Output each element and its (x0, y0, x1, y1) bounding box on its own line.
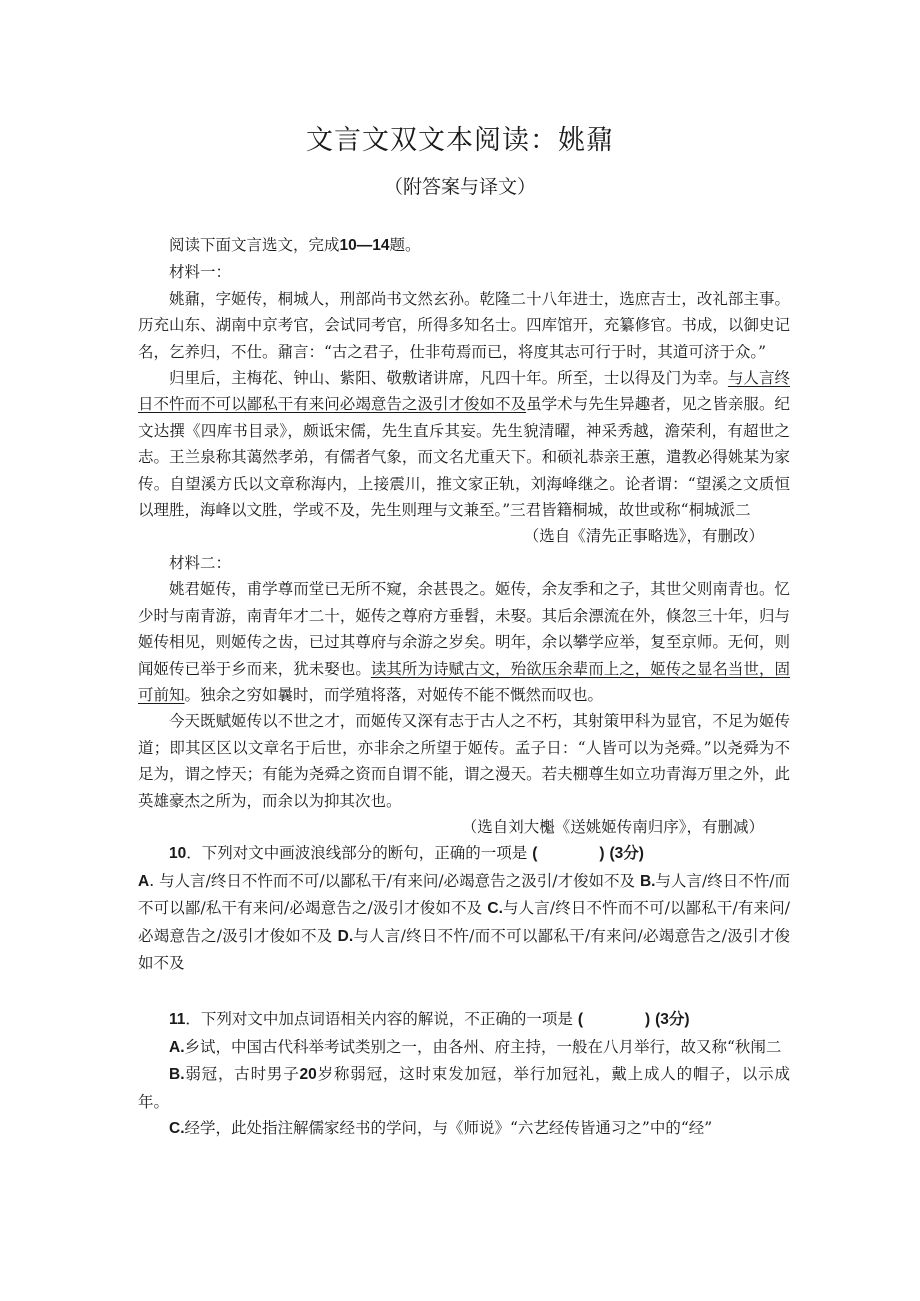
material2-paragraph-2: 今天既赋姬传以不世之才，而姬传又深有志于古人之不朽，其射策甲科为显官，不足为姬传道；即其区区以文章名于后世，亦非余之所望于姬传。孟子日：“人皆可以为尧舜。”以尧舜为不足为，谓之悖天；有能为尧舜之资而自谓不能，谓之漫天。若夫棚尊生如立功青海万里之外，此英雄豪杰之所为，而余以为抑其次也。 (138, 712, 790, 810)
q11-option-a (138, 1034, 790, 1061)
page-subtitle: （附答案与译文） (383, 176, 536, 198)
q11-option-a-text: 乡试，中国古代科举考试类别之一，由各州、府主持，一般在八月举行，故又称“秋闱二 (184, 1037, 782, 1056)
q10-option-d-label: D. (337, 927, 354, 945)
material2-p1-start: 姚君姬传，甫学尊而堂已无所不窥，余甚畏之。姬传，余友季和之子，其世父则南青也。忆少时与南青游，南青年才二十，姬传之尊府方垂髫，未娶。其后余漂流在外，倏忽三十年，归与姬传相见，则姬传之齿，已过其尊府与余游之岁矣。明年，余以攀学应举，复至京师。无何，则闻姬传已举于乡而来，犹未娶也。 (138, 580, 790, 678)
material2-label: 材料二： (169, 553, 232, 572)
q10-option-c-text: 与人言/终日不忤而不可/以鄙私干/有来问/必竭意告之/汲引才俊如不及 (138, 899, 791, 945)
spacer (138, 976, 790, 1006)
material1-source: （选自《清先正事略选》，有删改） (523, 527, 764, 546)
q11-option-b (138, 1061, 790, 1115)
q10-option-b-label: B. (639, 872, 656, 890)
material1-p2-rest: 虽学术与先生异趣者，见之皆亲服。纪文达撰《四库书目录》，颇诋宋儒，先生直斥其妄。先生貌清曜，神采秀越，澹荣利，有超世之志。王兰泉称其蔼然孝弟，有儒者气象，而文名尤重天下。和硕礼恭亲王蕙，遣教必得姚某为家传。自望溪方氏以文章称海内，上接震川，推文家正轨，刘海峰继之。论者谓：“望溪之文质恒以理胜，海峰以文胜，学或不及，先生则理与文兼至。”三君皆籍桐城，故世或称“桐城派二 (138, 395, 790, 520)
q11-option-b-pre: 弱冠，古时男子 (184, 1065, 300, 1084)
question-11 (138, 1006, 790, 1033)
material1-paragraph-2 (138, 365, 790, 523)
page-title: 文言文双文本阅读：姚鼐 (306, 125, 614, 156)
q11-option-a-label: A. (169, 1038, 185, 1056)
question-10 (138, 840, 790, 867)
material2-source: （选自刘大櫆《送姚姬传南归序》，有删减） (461, 817, 764, 836)
material1-p2-start: 归里后，主梅花、钟山、紫阳、敬敷诸讲席，凡四十年。所至，士以得及门为幸。 (169, 369, 728, 388)
q10-option-d-text: 与人言/终日不忤/而不可以鄙私干/有来问/必竭意告之/汲引才俊如不及 (138, 926, 790, 972)
q11-option-c-label: C. (169, 1120, 185, 1137)
q10-number: 10 (169, 845, 187, 863)
intro-prefix: 阅读下面文言选文，完成 (169, 236, 340, 254)
material2-p1-rest: 。独余之穷如曩时，而学殖将落，对姬传不能不慨然而叹也。 (184, 685, 604, 704)
q11-score: (3分) (655, 1011, 690, 1029)
material2-paragraph-1 (138, 576, 790, 708)
q10-stem: ．下列对文中画波浪线部分的断句，正确的一项是 (186, 844, 528, 863)
q11-option-b-post: 岁称弱冠，这时束发加冠，举行加冠礼，戴上成人的帽子，以示成年。 (138, 1065, 790, 1111)
q11-option-b-number: 20 (299, 1066, 317, 1084)
material1-paragraph-1: 姚鼐，字姬传，桐城人，刑部尚书文然玄孙。乾隆二十八年进士，选庶吉士，改礼部主事。历充山东、湖南中京考官，会试同考官，所得多知名士。四库馆开，充纂修官。书成，以御史记名，乞养归，不仕。鼐言：“古之君子，仕非苟焉而已，将度其志可行于时，其道可济于众。” (138, 289, 790, 361)
q10-option-a-label: A (138, 872, 150, 890)
q10-options (138, 868, 790, 977)
material1-label: 材料一： (169, 263, 232, 282)
wavy-underlined-passage: 与人言终日不忤而不可以鄙私干有来问必竭意告之汲引才俊如不及 (138, 369, 790, 414)
q11-option-b-label: B. (169, 1066, 185, 1084)
q10-option-c-label: C. (487, 900, 503, 918)
intro-suffix: 题。 (389, 236, 421, 254)
q10-answer-blank: ( ) (532, 845, 605, 863)
q11-stem: ．下列对文中加点词语相关内容的解说，不正确的一项是 (185, 1010, 573, 1029)
underlined-sentence: 读其所为诗赋古文，殆欲压余辈而上之，姬传之显名当世，固可前知 (138, 659, 790, 704)
q11-option-c-text: 经学，此处指注解儒家经书的学问，与《师说》“六艺经传皆通习之”中的“经” (184, 1119, 713, 1137)
intro-line (138, 232, 790, 259)
q10-score: (3分) (609, 845, 644, 863)
intro-range: 10—14 (339, 237, 390, 254)
q11-number: 11 (169, 1011, 186, 1029)
q11-answer-blank: ( ) (577, 1011, 651, 1029)
q11-option-c (138, 1115, 790, 1142)
document-body (138, 232, 790, 1142)
q10-option-b-text: 与人言/终日不忤/而不可以鄙/私干有来问/必竭意告之/汲引才俊如不及 (138, 871, 790, 918)
q10-option-a-text: . 与人言/终日不忤而不可/以鄙私干/有来问/必竭意告之汲引/才俊如不及 (149, 871, 636, 890)
